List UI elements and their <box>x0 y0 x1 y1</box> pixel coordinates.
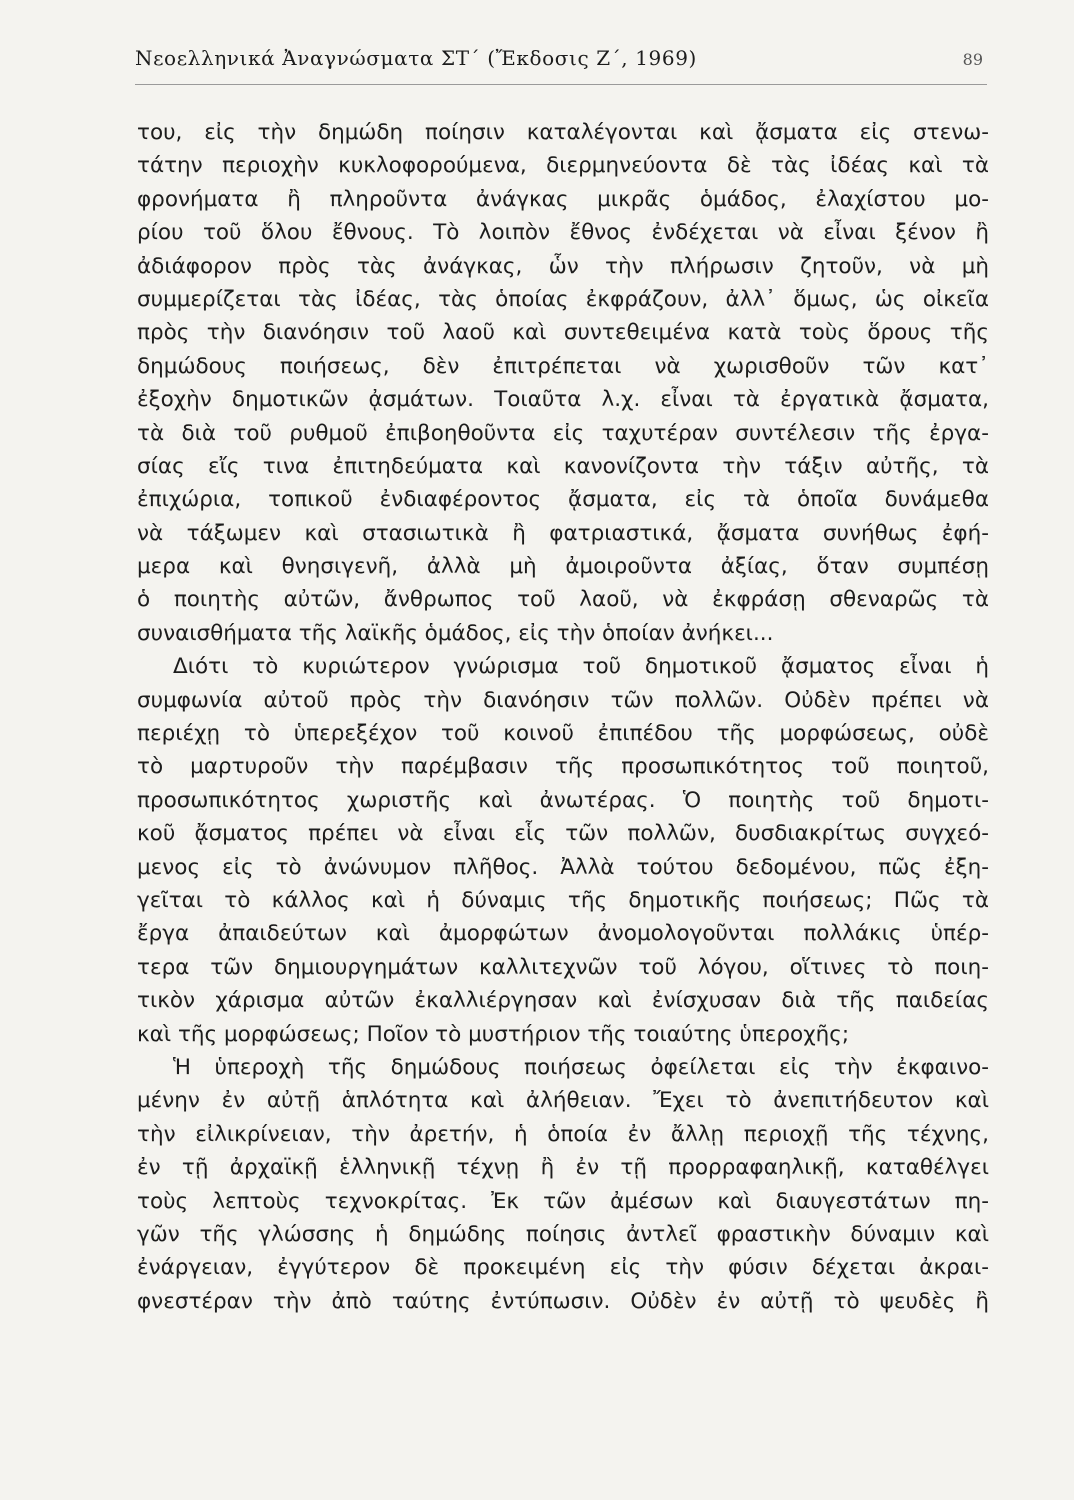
text-line: μενος εἰς τὸ ἀνώνυμον πλῆθος. Ἀλλὰ τούτου δεδομένου, πῶς ἐξη- <box>137 854 989 880</box>
body-text <box>137 116 989 1318</box>
text-line: μερα καὶ θνησιγενῆ, ἀλλὰ μὴ ἀμοιροῦντα ἀξίας, ὅταν συμπέσῃ <box>137 554 989 580</box>
text-line: Διότι τὸ κυριώτερον γνώρισμα τοῦ δημοτικοῦ ᾄσματος εἶναι ἡ <box>173 654 989 680</box>
text-line: ἐν τῇ ἀρχαϊκῇ ἑλληνικῇ τέχνῃ ἢ ἐν τῇ προρραφαηλικῇ, καταθέλγει <box>137 1155 989 1181</box>
text-line: ἐξοχὴν δημοτικῶν ᾀσμάτων. Τοιαῦτα λ.χ. εἶναι τὰ ἐργατικὰ ᾄσματα, <box>137 387 989 413</box>
text-line: γῶν τῆς γλώσσης ἡ δημώδης ποίησις ἀντλεῖ φραστικὴν δύναμιν καὶ <box>137 1221 989 1247</box>
text-line: μένην ἐν αὐτῇ ἁπλότητα καὶ ἀλήθειαν. Ἔχει τὸ ἀνεπιτήδευτον καὶ <box>137 1088 989 1114</box>
page-number: 89 <box>962 50 983 69</box>
header-rule <box>135 84 987 85</box>
text-line: ρίου τοῦ ὅλου ἔθνους. Τὸ λοιπὸν ἔθνος ἐνδέχεται νὰ εἶναι ξένον ἢ <box>137 220 989 246</box>
text-line: ὁ ποιητὴς αὐτῶν, ἄνθρωπος τοῦ λαοῦ, νὰ ἐκφράσῃ σθεναρῶς τὰ <box>137 587 989 613</box>
text-line: φνεστέραν τὴν ἀπὸ ταύτης ἐντύπωσιν. Οὐδὲν ἐν αὐτῇ τὸ ψευδὲς ἢ <box>137 1288 989 1314</box>
text-line: φρονήματα ἢ πληροῦντα ἀνάγκας μικρᾶς ὁμάδος, ἐλαχίστου μο- <box>137 186 989 212</box>
text-line: του, εἰς τὴν δημώδη ποίησιν καταλέγονται καὶ ᾄσματα εἰς στενω- <box>137 120 989 145</box>
text-line: περιέχῃ τὸ ὑπερεξέχον τοῦ κοινοῦ ἐπιπέδου τῆς μορφώσεως, οὐδὲ <box>137 721 989 747</box>
text-line: κοῦ ᾄσματος πρέπει νὰ εἶναι εἷς τῶν πολλῶν, δυσδιακρίτως συγχεό- <box>137 821 989 847</box>
text-line: συμμερίζεται τὰς ἰδέας, τὰς ὁποίας ἐκφράζουν, ἀλλ᾽ ὅμως, ὡς οἰκεῖα <box>137 286 989 312</box>
text-line: ἔργα ἀπαιδεύτων καὶ ἀμορφώτων ἀνομολογοῦνται πολλάκις ὑπέρ- <box>137 921 989 947</box>
text-line: προσωπικότητος χωριστῆς καὶ ἀνωτέρας. Ὁ ποιητὴς τοῦ δημοτι- <box>137 787 989 813</box>
text-line: ἀδιάφορον πρὸς τὰς ἀνάγκας, ὧν τὴν πλήρωσιν ζητοῦν, νὰ μὴ <box>137 253 989 279</box>
text-line: τὸ μαρτυροῦν τὴν παρέμβασιν τῆς προσωπικότητος τοῦ ποιητοῦ, <box>137 754 989 780</box>
text-line: τὰ διὰ τοῦ ρυθμοῦ ἐπιβοηθοῦντα εἰς ταχυτέραν συντέλεσιν τῆς ἐργα- <box>137 420 989 446</box>
text-line: νὰ τάξωμεν καὶ στασιωτικὰ ἢ φατριαστικά, ᾄσματα συνήθως ἐφή- <box>137 520 989 546</box>
text-line: σίας εἴς τινα ἐπιτηδεύματα καὶ κανονίζοντα τὴν τάξιν αὐτῆς, τὰ <box>137 453 989 479</box>
running-title: Νεοελληνικά Ἀναγνώσματα ΣΤ΄ (Ἔκδοσις Ζ΄, 1969) <box>135 46 697 70</box>
text-line: συναισθήματα τῆς λαϊκῆς ὁμάδος, εἰς τὴν ὁποίαν ἀνήκει... <box>137 620 774 646</box>
text-line: ἐνάργειαν, ἐγγύτερον δὲ προκειμένη εἰς τὴν φύσιν δέχεται ἀκραι- <box>137 1255 989 1281</box>
text-line: Ἡ ὑπεροχὴ τῆς δημώδους ποιήσεως ὀφείλεται εἰς τὴν ἐκφαινο- <box>173 1054 989 1080</box>
text-line: τερα τῶν δημιουργημάτων καλλιτεχνῶν τοῦ λόγου, οἵτινες τὸ ποιη- <box>137 954 989 980</box>
text-line: τάτην περιοχὴν κυκλοφορούμενα, διερμηνεύοντα δὲ τὰς ἰδέας καὶ τὰ <box>137 153 989 179</box>
text-line: τὴν εἰλικρίνειαν, τὴν ἀρετήν, ἡ ὁποία ἐν ἄλλῃ περιοχῇ τῆς τέχνης, <box>137 1121 989 1147</box>
text-line: ἐπιχώρια, τοπικοῦ ἐνδιαφέροντος ᾄσματα, εἰς τὰ ὁποῖα δυνάμεθα <box>137 487 989 513</box>
text-line: γεῖται τὸ κάλλος καὶ ἡ δύναμις τῆς δημοτικῆς ποιήσεως; Πῶς τὰ <box>137 887 989 913</box>
text-line: τικὸν χάρισμα αὐτῶν ἐκαλλιέργησαν καὶ ἐνίσχυσαν διὰ τῆς παιδείας <box>137 988 989 1014</box>
text-line: τοὺς λεπτοὺς τεχνοκρίτας. Ἐκ τῶν ἀμέσων καὶ διαυγεστάτων πη- <box>137 1188 989 1214</box>
running-header <box>135 46 987 86</box>
text-line: συμφωνία αὐτοῦ πρὸς τὴν διανόησιν τῶν πολλῶν. Οὐδὲν πρέπει νὰ <box>137 687 989 713</box>
text-line: πρὸς τὴν διανόησιν τοῦ λαοῦ καὶ συντεθειμένα κατὰ τοὺς ὅρους τῆς <box>137 320 989 346</box>
text-line: δημώδους ποιήσεως, δὲν ἐπιτρέπεται νὰ χωρισθοῦν τῶν κατ᾽ <box>137 353 989 379</box>
text-line: καὶ τῆς μορφώσεως; Ποῖον τὸ μυστήριον τῆς τοιαύτης ὑπεροχῆς; <box>137 1021 850 1047</box>
